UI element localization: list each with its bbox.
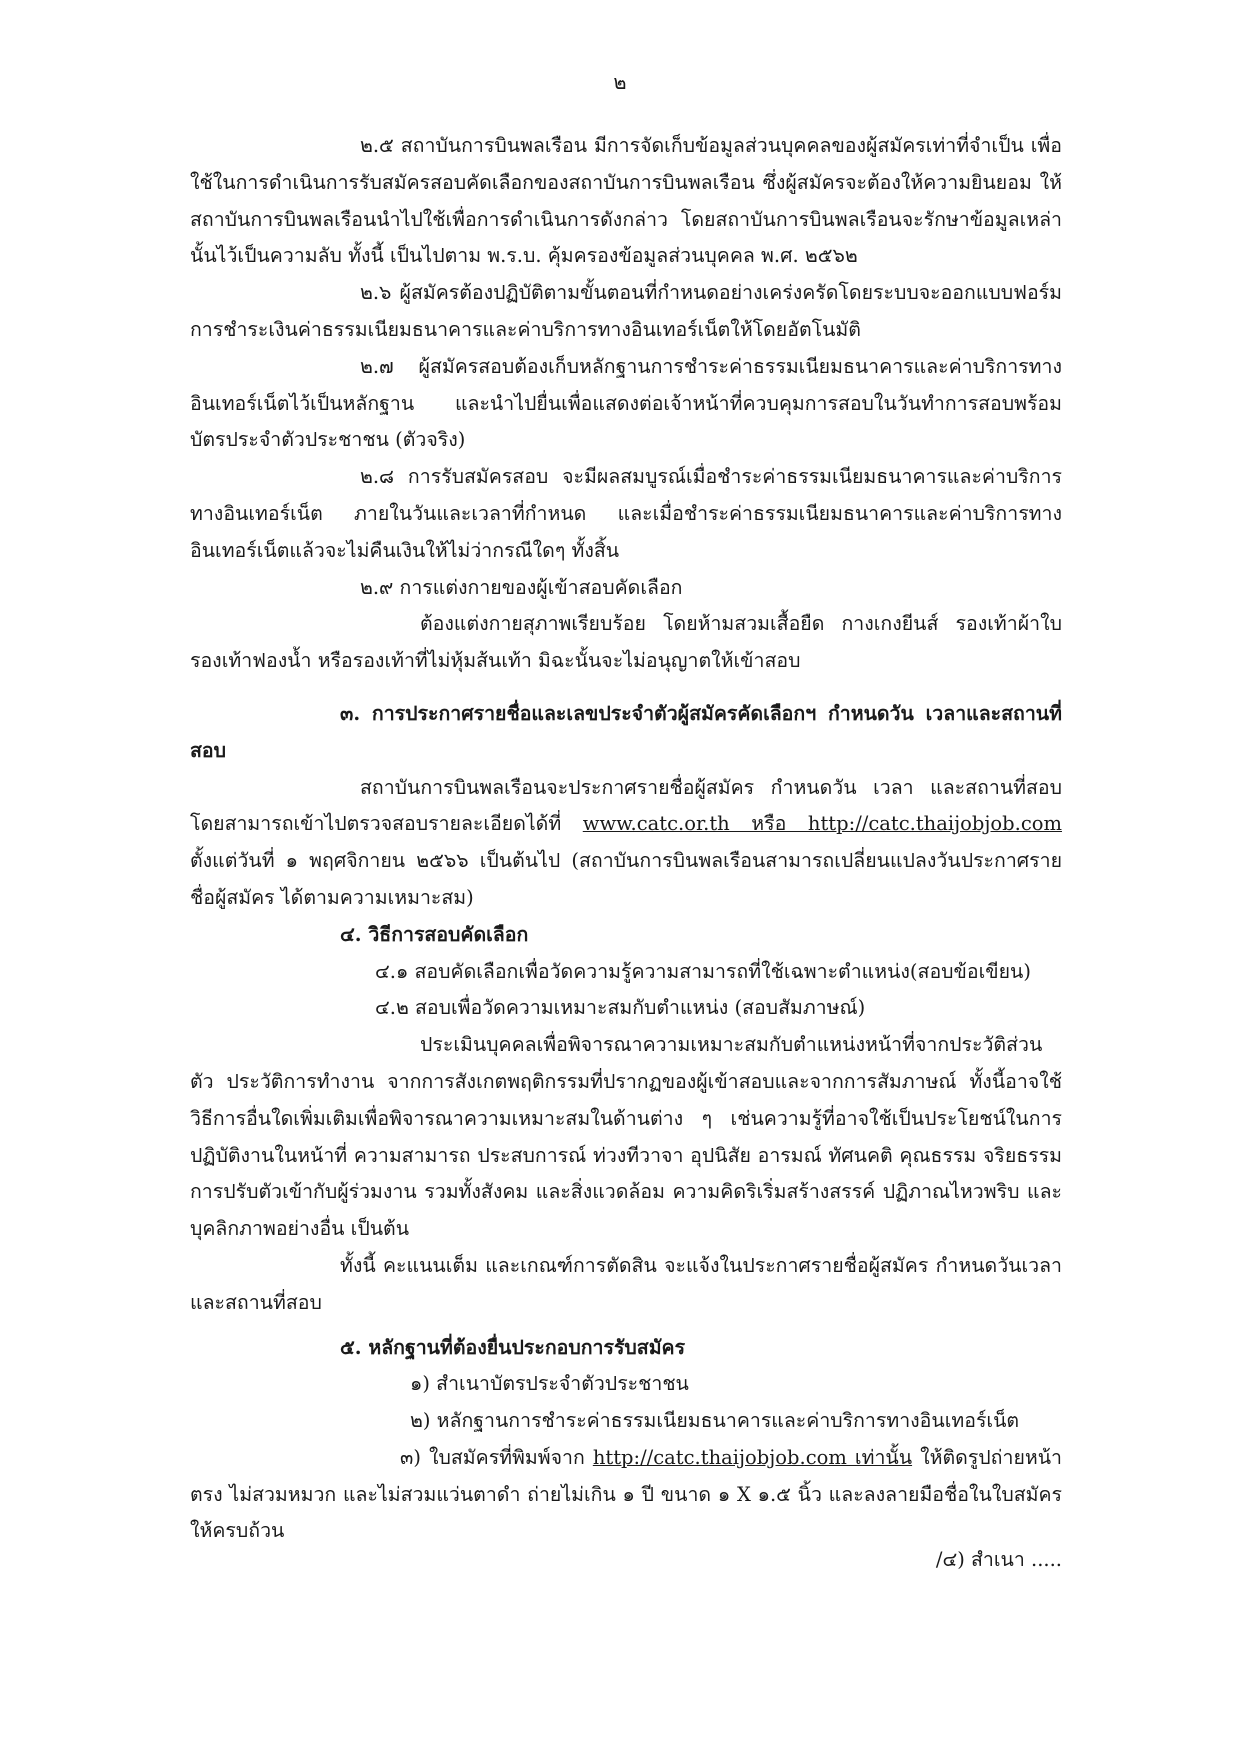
section-5-item-1: ๑) สำเนาบัตรประจำตัวประชาชน [410, 1372, 689, 1396]
section-5-item-3 [190, 1440, 1062, 1550]
section-5-item-3-text-end: ให้ติดรูปถ่ายหน้าตรง ไม่สวมหมวก และไม่สวมแว่นตาดำ ถ่ายไม่เกิน ๑ ปี ขนาด ๑ X ๑.๕ นิ้ว และลงลายมือชื่อในใบสมัครให้ครบถ้วน [190, 1445, 1062, 1543]
section-4-heading: ๔. วิธีการสอบคัดเลือก [340, 922, 529, 946]
continuation-marker: /๔) สำเนา ..... [935, 1548, 1062, 1571]
paragraph-2-7: ๒.๗ ผู้สมัครสอบต้องเก็บหลักฐานการชำระค่าธรรมเนียมธนาคารและค่าบริการทางอินเทอร์เน็ตไว้เป็นหลักฐาน และนำไปยื่นเพื่อแสดงต่อเจ้าหน้าที่ควบคุมการสอบในวันทำการสอบพร้อมบัตรประจำตัวประชาชน (ตัวจริง) [190, 354, 1062, 452]
section-3-link[interactable]: www.catc.or.th หรือ http://catc.thaijobjob.com [582, 812, 1062, 836]
section-4-detail: ประเมินบุคคลเพื่อพิจารณาความเหมาะสมกับตำแหน่งหน้าที่จากประวัติส่วนตัว ประวัติการทำงาน จากการสังเกตพฤติกรรมที่ปรากฏของผู้เข้าสอบและจากการสัมภาษณ์ ทั้งนี้อาจใช้วิธีการอื่นใดเพิ่มเติมเพื่อพิจารณาความเหมาะสมในด้านต่าง ๆ เช่นความรู้ที่อาจใช้เป็นประโยชน์ในการปฏิบัติงานในหน้าที่ ความสามารถ ประสบการณ์ ท่วงทีวาจา อุปนิสัย อารมณ์ ทัศนคติ คุณธรรม จริยธรรม การปรับตัวเข้ากับผู้ร่วมงาน รวมทั้งสังคม และสิ่งแวดล้อม ความคิดริเริ่มสร้างสรรค์ ปฏิภาณไหวพริบ และบุคลิกภาพอย่างอื่น เป็นต้น [190, 1033, 1062, 1241]
paragraph-2-6: ๒.๖ ผู้สมัครต้องปฏิบัติตามขั้นตอนที่กำหนดอย่างเคร่งครัดโดยระบบจะออกแบบฟอร์มการชำระเงินค่าธรรมเนียมธนาคารและค่าบริการทางอินเทอร์เน็ตให้โดยอัตโนมัติ [190, 281, 1062, 341]
section-4-note: ทั้งนี้ คะแนนเต็ม และเกณฑ์การตัดสิน จะแจ้งในประกาศรายชื่อผู้สมัคร กำหนดวันเวลา และสถานที่สอบ [190, 1253, 1062, 1314]
document-body [190, 128, 1062, 1550]
section-3-body-text-end: ตั้งแต่วันที่ ๑ พฤศจิกายน ๒๕๖๖ เป็นต้นไป (สถาบันการบินพลเรือนสามารถเปลี่ยนแปลงวันประกาศรายชื่อผู้สมัคร ได้ตามความเหมาะสม) [190, 849, 1062, 909]
section-4-item-2: ๔.๒ สอบเพื่อวัดความเหมาะสมกับตำแหน่ง (สอบสัมภาษณ์) [375, 996, 866, 1020]
paragraph-2-5: ๒.๕ สถาบันการบินพลเรือน มีการจัดเก็บข้อมูลส่วนบุคคลของผู้สมัครเท่าที่จำเป็น เพื่อใช้ในการดำเนินการรับสมัครสอบคัดเลือกของสถาบันการบินพลเรือน ซึ่งผู้สมัครจะต้องให้ความยินยอม ให้สถาบันการบินพลเรือนนำไปใช้เพื่อการดำเนินการดังกล่าว โดยสถาบันการบินพลเรือนจะรักษาข้อมูลเหล่านั้นไว้เป็นความลับ ทั้งนี้ เป็นไปตาม พ.ร.บ. คุ้มครองข้อมูลส่วนบุคคล พ.ศ. ๒๕๖๒ [190, 134, 1062, 268]
paragraph-2-8: ๒.๘ การรับสมัครสอบ จะมีผลสมบูรณ์เมื่อชำระค่าธรรมเนียมธนาคารและค่าบริการทางอินเทอร์เน็ต ภายในวันและเวลาที่กำหนด และเมื่อชำระค่าธรรมเนียมธนาคารและค่าบริการทางอินเทอร์เน็ตแล้วจะไม่คืนเงินให้ไม่ว่ากรณีใดๆ ทั้งสิ้น [190, 465, 1062, 562]
section-5-item-3-link[interactable]: http://catc.thaijobjob.com เท่านั้น [592, 1445, 913, 1469]
section-5-item-3-text: ๓) ใบสมัครที่พิมพ์จาก [400, 1445, 593, 1469]
page-number: ๒ [613, 70, 627, 94]
section-5-item-2: ๒) หลักฐานการชำระค่าธรรมเนียมธนาคารและค่าบริการทางอินเทอร์เน็ต [410, 1409, 1020, 1433]
section-3-heading: ๓. การประกาศรายชื่อและเลขประจำตัวผู้สมัครคัดเลือกฯ กำหนดวัน เวลาและสถานที่สอบ [190, 701, 1062, 762]
section-5-heading: ๕. หลักฐานที่ต้องยื่นประกอบการรับสมัคร [340, 1335, 686, 1359]
paragraph-2-9: ๒.๙ การแต่งกายของผู้เข้าสอบคัดเลือก [360, 575, 683, 599]
section-3-body [190, 770, 1062, 917]
section-4-item-1: ๔.๑ สอบคัดเลือกเพื่อวัดความรู้ความสามารถที่ใช้เฉพาะตำแหน่ง(สอบข้อเขียน) [375, 959, 1031, 983]
section-3-body-text: สถาบันการบินพลเรือนจะประกาศรายชื่อผู้สมัคร กำหนดวัน เวลา และสถานที่สอบ โดยสามารถเข้าไปตรวจสอบรายละเอียดได้ที่ [190, 775, 1062, 836]
paragraph-2-9-detail: ต้องแต่งกายสุภาพเรียบร้อย โดยห้ามสวมเสื้อยืด กางเกงยีนส์ รองเท้าผ้าใบ รองเท้าฟองน้ำ หรือรองเท้าที่ไม่หุ้มส้นเท้า มิฉะนั้นจะไม่อนุญาตให้เข้าสอบ [190, 612, 1062, 673]
